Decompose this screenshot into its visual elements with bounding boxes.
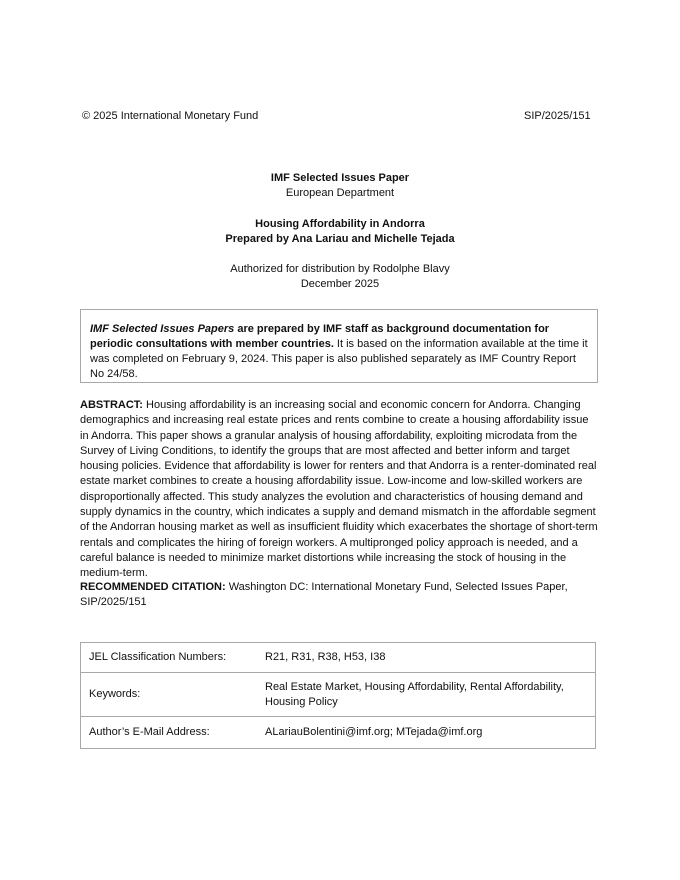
metadata-table bbox=[80, 642, 596, 749]
citation bbox=[80, 580, 570, 611]
citation-label: RECOMMENDED CITATION: bbox=[80, 581, 226, 593]
citation-text: Washington DC: International Monetary Fund, Selected Issues Paper, SIP/2025/151 bbox=[80, 581, 568, 609]
abstract bbox=[80, 398, 600, 582]
disclaimer-box bbox=[80, 309, 598, 383]
document-id: SIP/2025/151 bbox=[524, 110, 591, 122]
publication-date: December 2025 bbox=[300, 278, 380, 290]
email-label: Author’s E-Mail Address: bbox=[81, 717, 258, 749]
disclaimer-lead: IMF Selected Issues Papers bbox=[90, 323, 235, 335]
authors: Prepared by Ana Lariau and Michelle Tejada bbox=[225, 233, 455, 245]
abstract-text: Housing affordability is an increasing social and economic concern for Andorra. Changing demographics and increasing real estate prices and rents combine to create a housing affordability issue in Andorra. This paper shows a granular analysis of housing affordability, exploiting microdata from the Survey of Living Conditions, to identify the groups that are most affected and better inform and target housing policies. Evidence that affordability is lower for renters and that Andorra is a renter-dominated real estate market combines to create a housing affordability issue. Low-income and low-skilled workers are disproportionally affected. This study analyzes the evolution and characteristics of housing demand and supply dynamics in the country, which indicates a supply and demand mismatch in the affordable segment of the Andorran housing market as well as insufficient fluidity which exacerbates the shortage of short-term rentals and complicates the hiring of foreign workers. A multipronged policy approach is needed, and a careful balance is needed to minimize market distortions while increasing the stock of housing in the medium-term. bbox=[80, 399, 598, 580]
authorized-by: Authorized for distribution by Rodolphe Blavy bbox=[230, 263, 450, 275]
jel-label: JEL Classification Numbers: bbox=[81, 643, 258, 673]
keywords-value: Real Estate Market, Housing Affordability, Rental Affordability, Housing Policy bbox=[257, 673, 596, 717]
abstract-label: ABSTRACT: bbox=[80, 399, 143, 411]
disclaimer-text: It is based on the information available at the time it was completed on February 9, 2024. This paper is also published separately as IMF Country Report No 24/58. bbox=[90, 338, 588, 380]
email-value: ALariauBolentini@imf.org; MTejada@imf.org bbox=[257, 717, 596, 749]
series-title: IMF Selected Issues Paper bbox=[270, 172, 410, 184]
table-row bbox=[81, 643, 596, 673]
table-row bbox=[81, 717, 596, 749]
paper-title: Housing Affordability in Andorra bbox=[255, 218, 425, 230]
jel-value: R21, R31, R38, H53, I38 bbox=[257, 643, 596, 673]
keywords-label: Keywords: bbox=[81, 673, 258, 717]
copyright-notice: © 2025 International Monetary Fund bbox=[82, 110, 259, 122]
table-row bbox=[81, 673, 596, 717]
department: European Department bbox=[285, 187, 395, 199]
disclaimer-bold: are prepared by IMF staff as background documentation for periodic consultations with member countries. bbox=[90, 323, 550, 350]
